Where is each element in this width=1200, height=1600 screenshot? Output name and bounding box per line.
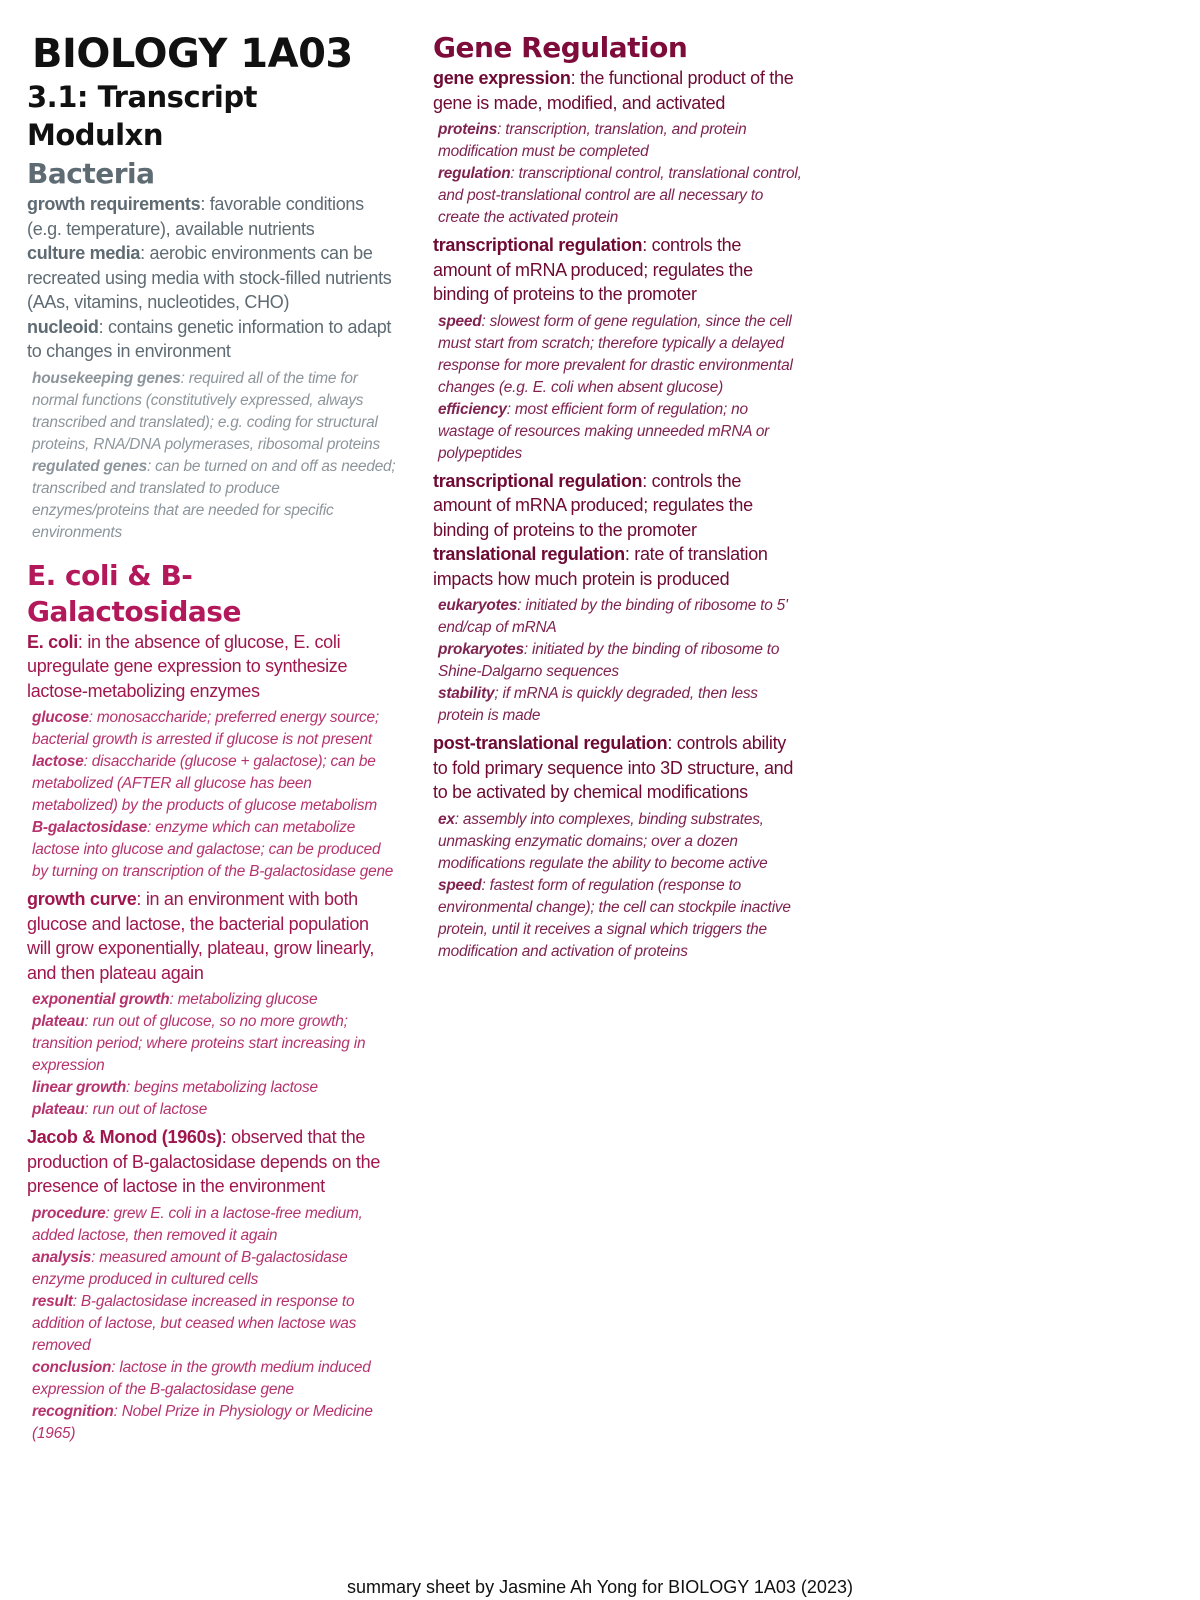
- note-text: : required all of the time for normal functions (constitutively expressed, always transcribed and translated); e.g. coding for structural proteins, RNA/DNA polymerases, ribosomal proteins: [32, 369, 381, 453]
- section-title: Bacteria: [27, 157, 155, 190]
- note-text: : contains genetic information to adapt to changes in environment: [27, 316, 392, 361]
- note-text: : slowest form of gene regulation, since the cell must start from scratch; therefore typically a delayed response for more prevalent for drastic environmental changes (e.g. E. coli when absent glucose): [438, 312, 793, 396]
- note-term: procedure: [32, 1204, 106, 1222]
- section-body: [27, 192, 397, 544]
- note-term: growth curve: [27, 889, 137, 909]
- note-term: growth requirements: [27, 194, 201, 214]
- note-entry: [433, 233, 803, 307]
- note-subentry: [32, 1401, 397, 1445]
- note-term: housekeeping genes: [32, 369, 181, 387]
- note-text: : begins metabolizing lactose: [126, 1079, 318, 1096]
- note-term: plateau: [32, 1101, 85, 1118]
- note-text: ; if mRNA is quickly degraded, then less protein is made: [438, 685, 758, 724]
- note-term: E. coli: [27, 631, 78, 652]
- note-entry: [27, 887, 397, 985]
- note-text: : run out of glucose, so no more growth; transition period; where proteins start increasing in expression: [32, 1013, 366, 1074]
- note-term: regulated genes: [32, 457, 148, 475]
- note-term: stability: [438, 685, 495, 702]
- section-title: E. coli & B-Galactosidase: [27, 558, 241, 628]
- note-term: translational regulation: [433, 544, 625, 564]
- note-entry: [27, 315, 397, 364]
- note-text: : controls the amount of mRNA produced; regulates the binding of proteins to the promoter: [433, 470, 753, 540]
- note-term: eukaryotes: [438, 597, 518, 614]
- note-text: : observed that the production of B-galactosidase depends on the presence of lactose in the environment: [27, 1127, 381, 1196]
- note-term: plateau: [32, 1013, 85, 1030]
- note-subentry: [438, 399, 803, 465]
- note-term: transcriptional regulation: [433, 235, 643, 255]
- note-entry: [27, 630, 397, 704]
- note-subentry: [32, 1291, 397, 1357]
- note-term: regulation: [438, 165, 511, 182]
- note-text: : monosaccharide; preferred energy source; bacterial growth is arrested if glucose is not present: [32, 709, 379, 748]
- note-term: analysis: [32, 1248, 92, 1266]
- note-text: : in an environment with both glucose and lactose, the bacterial population will grow exponentially, plateau, grow linearly, and then plateau again: [27, 889, 375, 983]
- note-term: linear growth: [32, 1079, 127, 1096]
- right-column: [433, 30, 803, 963]
- note-subentry: [32, 368, 397, 456]
- note-subentry: [32, 1357, 397, 1401]
- note-term: exponential growth: [32, 991, 170, 1008]
- note-text: : disaccharide (glucose + galactose); can be metabolized (AFTER all glucose has been metabolized) by the products of glucose metabolism: [32, 753, 378, 814]
- left-column: [27, 30, 397, 1445]
- note-term: speed: [438, 876, 482, 894]
- note-term: speed: [438, 312, 482, 330]
- note-text: : lactose in the growth medium induced expression of the B-galactosidase gene: [32, 1358, 371, 1398]
- note-subentry: [32, 989, 397, 1011]
- note-term: Jacob & Monod (1960s): [27, 1127, 222, 1147]
- note-term: glucose: [32, 709, 89, 726]
- note-subentry: [32, 707, 397, 751]
- note-text: : enzyme which can metabolize lactose into glucose and galactose; can be produced by turning on transcription of the B-galactosidase gene: [32, 819, 394, 880]
- note-text: : in the absence of glucose, E. coli upregulate gene expression to synthesize lactose-metabolizing enzymes: [27, 631, 348, 701]
- section-bacteria: [27, 156, 397, 544]
- note-text: : grew E. coli in a lactose-free medium, added lactose, then removed it again: [32, 1204, 363, 1244]
- section-gene-regulation: [433, 30, 803, 963]
- note-term: conclusion: [32, 1358, 112, 1376]
- note-text: : Nobel Prize in Physiology or Medicine (1965): [32, 1402, 373, 1442]
- note-term: gene expression: [433, 68, 571, 88]
- note-term: proteins: [438, 121, 498, 138]
- note-subentry: [32, 1203, 397, 1247]
- note-subentry: [438, 683, 803, 727]
- note-entry: [433, 542, 803, 591]
- note-term: nucleoid: [27, 316, 99, 337]
- note-text: : rate of translation impacts how much protein is produced: [433, 544, 768, 589]
- note-term: result: [32, 1292, 73, 1310]
- note-subentry: [438, 119, 803, 163]
- note-entry: [27, 1125, 397, 1199]
- note-text: : metabolizing glucose: [169, 991, 318, 1008]
- note-subentry: [438, 311, 803, 399]
- note-term: recognition: [32, 1402, 114, 1420]
- section-body: [433, 66, 803, 963]
- note-subentry: [438, 595, 803, 639]
- note-term: efficiency: [438, 400, 507, 418]
- note-text: : assembly into complexes, binding substrates, unmasking enzymatic domains; over a dozen modifications regulate the ability to become active: [438, 810, 768, 872]
- note-term: culture media: [27, 243, 141, 263]
- note-entry: [433, 66, 803, 115]
- course-title: BIOLOGY 1A03: [32, 31, 353, 77]
- note-subentry: [438, 163, 803, 229]
- note-subentry: [32, 456, 397, 544]
- note-text: : the functional product of the gene is made, modified, and activated: [433, 68, 794, 113]
- note-text: : favorable conditions (e.g. temperature), available nutrients: [27, 194, 364, 239]
- note-subentry: [438, 809, 803, 875]
- section-body: [27, 630, 397, 1445]
- note-text: : aerobic environments can be recreated using media with stock-filled nutrients (AAs, vitamins, nucleotides, CHO): [27, 243, 392, 312]
- note-term: lactose: [32, 753, 84, 770]
- note-subentry: [32, 1247, 397, 1291]
- footer-credit: summary sheet by Jasmine Ah Yong for BIOLOGY 1A03 (2023): [347, 1577, 853, 1597]
- note-subentry: [438, 875, 803, 963]
- section-ecoli: [27, 558, 397, 1445]
- note-subentry: [32, 1077, 397, 1099]
- note-text: : most efficient form of regulation; no wastage of resources making unneeded mRNA or polypeptides: [438, 400, 770, 462]
- note-term: B-galactosidase: [32, 819, 148, 836]
- note-subentry: [32, 1099, 397, 1121]
- note-text: : measured amount of B-galactosidase enzyme produced in cultured cells: [32, 1248, 348, 1288]
- note-subentry: [32, 751, 397, 817]
- note-text: : initiated by the binding of ribosome to Shine-Dalgarno sequences: [438, 641, 780, 680]
- note-entry: [27, 192, 397, 241]
- note-text: : transcription, translation, and protein modification must be completed: [438, 121, 747, 160]
- note-term: post-translational regulation: [433, 733, 668, 753]
- note-text: : can be turned on and off as needed; transcribed and translated to produce enzymes/proteins that are needed for specific environments: [32, 457, 396, 541]
- note-term: ex: [438, 810, 455, 828]
- note-entry: [433, 731, 803, 805]
- section-title: Gene Regulation: [433, 31, 688, 64]
- note-text: : controls the amount of mRNA produced; regulates the binding of proteins to the promoter: [433, 235, 753, 304]
- note-text: : B-galactosidase increased in response to addition of lactose, but ceased when lactose was removed: [32, 1292, 357, 1354]
- note-subentry: [438, 639, 803, 683]
- unit-title: 3.1: Transcript Modulxn: [27, 80, 257, 152]
- note-text: : run out of lactose: [84, 1101, 208, 1118]
- note-text: : fastest form of regulation (response to environmental change); the cell can stockpile inactive protein, until it receives a signal which triggers the modification and activation of proteins: [438, 876, 791, 960]
- note-text: : initiated by the binding of ribosome to 5' end/cap of mRNA: [438, 597, 788, 636]
- note-text: : controls ability to fold primary sequence into 3D structure, and to be activated by chemical modifications: [433, 733, 794, 802]
- note-entry: [27, 241, 397, 315]
- note-entry: [433, 469, 803, 543]
- note-term: prokaryotes: [438, 641, 524, 658]
- note-subentry: [32, 817, 397, 883]
- note-term: transcriptional regulation: [433, 470, 643, 491]
- note-text: : transcriptional control, translational control, and post-translational control are all necessary to create the activated protein: [438, 165, 802, 226]
- note-subentry: [32, 1011, 397, 1077]
